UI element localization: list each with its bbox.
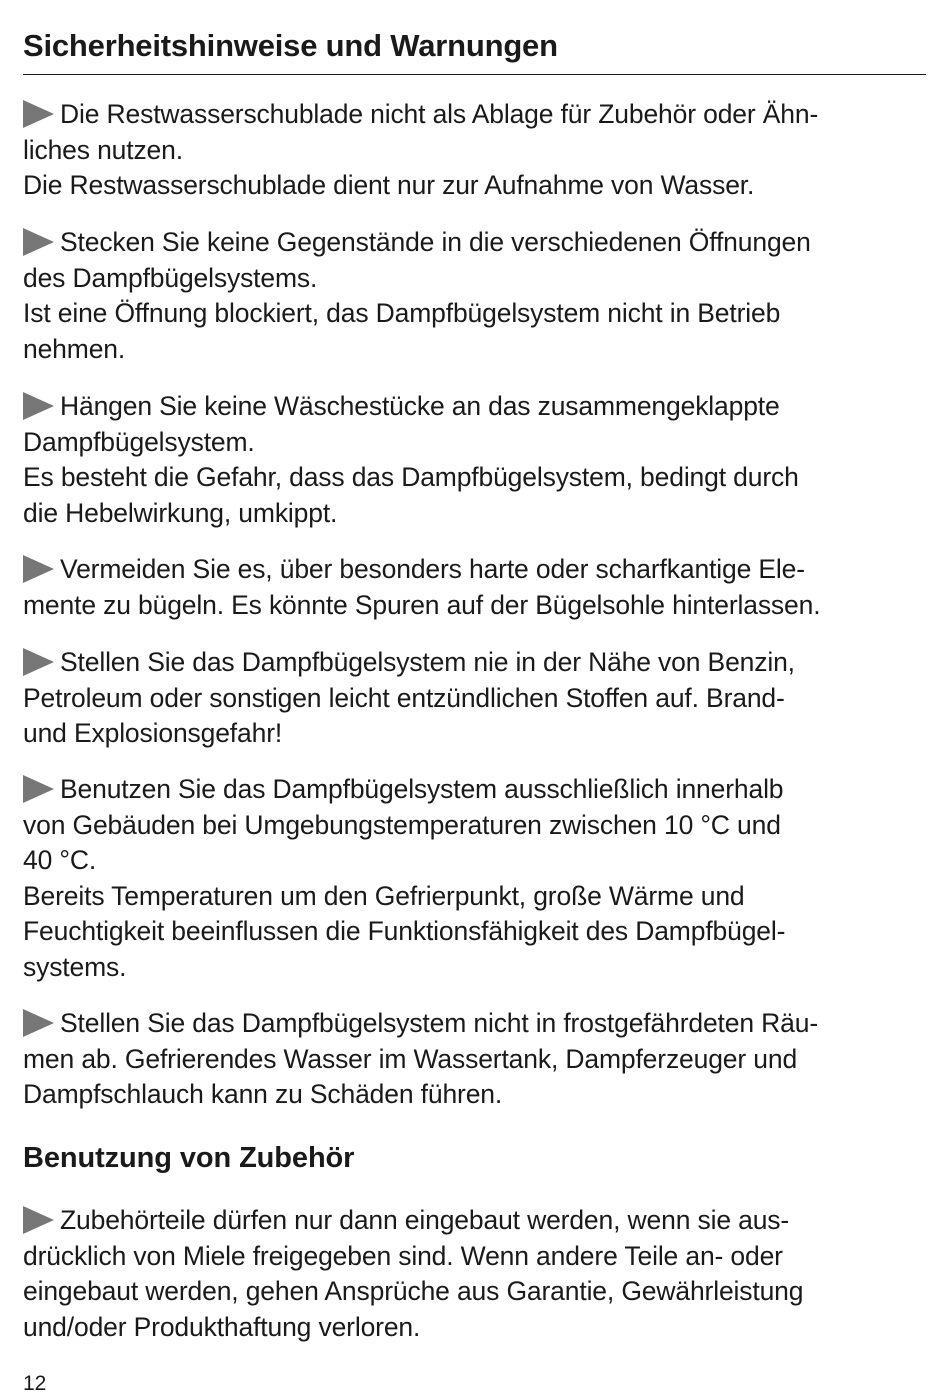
line-text: nehmen.: [23, 333, 126, 364]
line-text: Benutzen Sie das Dampfbügelsystem ausschließlich innerhalb: [60, 774, 784, 804]
line-text: Dampfbügelsystem.: [23, 426, 255, 457]
triangle-right-icon: [23, 392, 54, 420]
line-text: Es besteht die Gefahr, dass das Dampfbügelsystem, bedingt durch: [23, 462, 799, 493]
warning-waeschestuecke: [23, 389, 928, 531]
line-text: Stecken Sie keine Gegenstände in die verschiedenen Öffnungen: [60, 227, 811, 257]
warning-frostgefahr: [23, 1006, 928, 1113]
line-text: Hängen Sie keine Wäschestücke an das zusammengeklappte: [60, 391, 780, 421]
line-text: eingebaut werden, gehen Ansprüche aus Garantie, Gewährleistung: [23, 1276, 804, 1307]
line-text: men ab. Gefrierendes Wasser im Wassertank, Dampferzeuger und: [23, 1043, 798, 1074]
line-text: Stellen Sie das Dampfbügelsystem nicht in frostgefährdeten Räu-: [60, 1008, 818, 1038]
triangle-right-icon: [23, 648, 54, 676]
line-text: Ist eine Öffnung blockiert, das Dampfbügelsystem nicht in Betrieb: [23, 298, 781, 329]
line-text: drücklich von Miele freigegeben sind. Wenn andere Teile an- oder: [23, 1240, 783, 1271]
title-divider: [23, 74, 926, 75]
warning-umgebungstemperatur: [23, 772, 928, 986]
line-text: und Explosionsgefahr!: [23, 718, 283, 749]
triangle-right-icon: [23, 775, 54, 803]
triangle-right-icon: [23, 1009, 54, 1037]
line-text: Die Restwasserschublade dient nur zur Aufnahme von Wasser.: [23, 170, 755, 201]
line-text: 40 °C.: [23, 845, 97, 876]
line-text: des Dampfbügelsystems.: [23, 262, 318, 293]
line-text: liches nutzen.: [23, 134, 183, 165]
line-text: Vermeiden Sie es, über besonders harte oder scharfkantige Ele-: [60, 554, 805, 584]
warning-scharfkantige-elemente: [23, 552, 928, 623]
line-text: Feuchtigkeit beeinflussen die Funktionsfähigkeit des Dampfbügel-: [23, 916, 786, 947]
triangle-right-icon: [23, 100, 54, 128]
warning-entzuendliche-stoffe: [23, 645, 928, 752]
line-text: die Hebelwirkung, umkippt.: [23, 497, 338, 528]
warning-zubehoerteile: [23, 1203, 928, 1345]
line-text: Dampfschlauch kann zu Schäden führen.: [23, 1079, 503, 1110]
line-text: Stellen Sie das Dampfbügelsystem nie in der Nähe von Benzin,: [60, 647, 795, 677]
line-text: und/oder Produkthaftung verloren.: [23, 1311, 421, 1342]
page-title: Sicherheitshinweise und Warnungen: [23, 28, 558, 63]
line-text: mente zu bügeln. Es könnte Spuren auf der Bügelsohle hinterlassen.: [23, 589, 821, 620]
page-number: 12: [23, 1372, 47, 1395]
triangle-right-icon: [23, 555, 54, 583]
line-text: Bereits Temperaturen um den Gefrierpunkt, große Wärme und: [23, 880, 745, 911]
line-text: Zubehörteile dürfen nur dann eingebaut werden, wenn sie aus-: [60, 1205, 790, 1235]
section-heading-zubehoer: Benutzung von Zubehör: [23, 1142, 355, 1174]
triangle-right-icon: [23, 1206, 54, 1234]
line-text: systems.: [23, 951, 127, 982]
triangle-right-icon: [23, 228, 54, 256]
line-text: Die Restwasserschublade nicht als Ablage für Zubehör oder Ähn-: [60, 99, 819, 129]
line-text: Petroleum oder sonstigen leicht entzündlichen Stoffen auf. Brand-: [23, 682, 785, 713]
warning-restwasserschublade: [23, 97, 928, 204]
line-text: von Gebäuden bei Umgebungstemperaturen zwischen 10 °C und: [23, 809, 781, 840]
warning-oeffnungen: [23, 225, 928, 367]
